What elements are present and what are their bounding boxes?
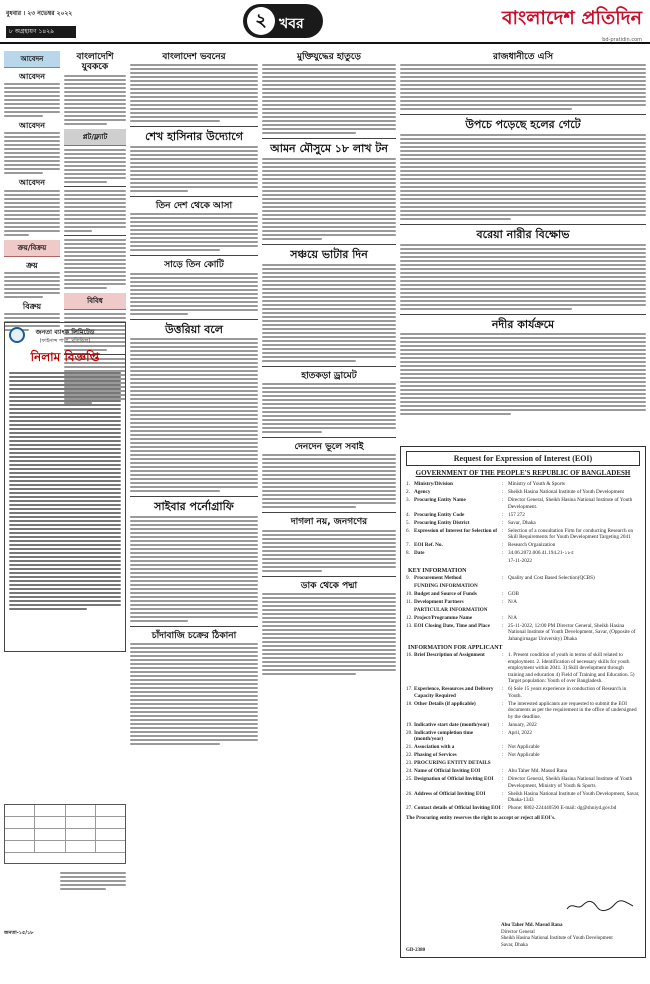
masthead-tagline: bd-pratidin.com bbox=[602, 37, 642, 43]
article-headline: দেনদেন ভূলে সবাই bbox=[294, 441, 364, 452]
eoi-title: Request for Expression of Interest (EOI) bbox=[406, 451, 640, 466]
article-headline: সঞ্চয়ে ভাটার দিন bbox=[290, 247, 368, 261]
eoi-row: 17. Experience, Resources and Delivery Capacity Required : 6) Sole 15 years experience in conduction of Research in Youth. bbox=[406, 686, 627, 699]
eoi-row: 10. Budget and Source of Funds : GOB bbox=[406, 590, 519, 597]
article-body bbox=[262, 264, 396, 362]
classified-head: আবেদন bbox=[19, 72, 45, 81]
notice-title: নিলাম বিজ্ঞপ্তি bbox=[30, 350, 100, 364]
signature-icon bbox=[565, 899, 635, 913]
eoi-row: 18. Other Details (if applicable) : The interested applicants are requested to submit the EOI documents as per the requirement in the office of undersigned by the deadline. bbox=[406, 700, 637, 720]
article-headline: সাইবার পর্নোগ্রাফি bbox=[154, 500, 234, 514]
eoi-government: GOVERNMENT OF THE PEOPLE'S REPUBLIC OF BANGLADESH bbox=[415, 469, 631, 477]
eoi-row: 4. Procuring Entity Code : 157 272 bbox=[406, 511, 525, 518]
eoi-row: 6. Expression of Interest for Selection of : Selection of a consultation Firm for conducting Research on Skill Requirements for Youth Development Targeting 2041 bbox=[406, 527, 634, 540]
article-body bbox=[130, 338, 258, 492]
masthead-title: বাংলাদেশ প্রতিদিন bbox=[501, 7, 642, 29]
article-headline: বাংলাদেশ ভবনের bbox=[162, 52, 226, 62]
article-headline: চাঁদাবাজি চক্রের ঠিকানা bbox=[151, 630, 237, 641]
classified-text bbox=[4, 132, 60, 174]
article-body bbox=[262, 454, 396, 508]
article-body bbox=[400, 64, 646, 110]
classified-text bbox=[64, 149, 126, 289]
article-body bbox=[130, 213, 258, 251]
eoi-row: 12. Project/Programme Name : N/A bbox=[406, 614, 517, 621]
eoi-row: 5. Procuring Entity District : Savar, Dhaka bbox=[406, 519, 536, 526]
news-column-4 bbox=[262, 48, 396, 958]
eoi-row: 21. Association with a : Not Applicable bbox=[406, 744, 540, 750]
eoi-row: 3. Procuring Entity Name : Director General, Sheikh Hasina National Institute of Youth Development. bbox=[406, 497, 633, 510]
article-headline: রাজধানীতে এসি bbox=[492, 52, 554, 62]
eoi-row: 8. Date : 34.06.2072.006.41.194.21-১৮৫ bbox=[406, 550, 575, 556]
article-body bbox=[262, 383, 396, 433]
eoi-row: 17-11-2022 bbox=[508, 558, 533, 564]
article-body bbox=[130, 643, 258, 745]
page-section-badge bbox=[243, 4, 323, 38]
article-headline: উপচে পড়েছে হলের গেটে bbox=[465, 118, 581, 132]
article-headline: উত্তরিয়া বলে bbox=[165, 322, 223, 336]
article-headline: বরেয়া নারীর বিক্ষোভ bbox=[476, 227, 570, 241]
section-name: খবর bbox=[279, 16, 304, 32]
eoi-row: 9. Procurement Method : Quality and Cost Based Selection(QCBS) bbox=[406, 574, 595, 581]
article-body bbox=[400, 333, 646, 415]
article-body bbox=[400, 134, 646, 220]
news-column-3 bbox=[130, 48, 258, 984]
article-headline: শেখ হাসিনার উদ্যোগে bbox=[145, 130, 243, 144]
classified-head: আবেদন bbox=[19, 121, 45, 131]
issue-date-bangla: ৮ অগ্রহায়ণ ১৪২৯ bbox=[6, 26, 76, 38]
classified-head: বিক্রয় bbox=[22, 301, 42, 311]
section-bar-application: আবেদন bbox=[4, 51, 60, 68]
eoi-row: 7. EOI Ref. No. : Research Organization bbox=[406, 542, 556, 548]
article-headline: বাংলাদেশি যুবককে bbox=[76, 52, 114, 73]
eoi-row: 19. Indicative start date (month/year) : January, 2022 bbox=[406, 721, 537, 728]
classified-text bbox=[4, 272, 60, 298]
eoi-row: 2. Agency : Sheikh Hasina National Institute of Youth Development bbox=[406, 489, 624, 495]
article-body bbox=[400, 244, 646, 310]
section-bar-misc: বিবিধ bbox=[64, 293, 126, 310]
eoi-row: 13. EOI Closing Date, Time and Place : 25-11-2022, 12:00 PM Director General, Sheikh Hasina National Institute of Youth Development, Savar, (Opposite of Jahangirnagar University) Dhaka bbox=[406, 622, 636, 642]
eoi-officer-block: Abu Taher Md. Masud Rana Director General Sheikh Hasina National Institute of Youth Development Savar, Dhaka bbox=[501, 923, 613, 948]
eoi-row: 1. Ministry/Division : Ministry of Youth & Sports bbox=[406, 481, 565, 487]
eoi-row: 11. Development Partners : N/A bbox=[406, 598, 517, 605]
article-body bbox=[130, 146, 258, 192]
article-headline: নদীর কার্যক্রমে bbox=[491, 317, 555, 331]
article-body bbox=[130, 273, 258, 315]
news-column-5 bbox=[400, 48, 646, 448]
eoi-advertisement bbox=[400, 446, 646, 958]
eoi-row: 26. Address of Official Inviting EOI : Sheikh Hasina National Institute of Youth Development, Savar, Dhaka-1343 bbox=[406, 790, 640, 803]
issue-date: বুধবার । ২৩ নভেম্বর ২০২২ bbox=[6, 10, 73, 17]
notice-body bbox=[5, 372, 125, 610]
eoi-row: 24. Name of Official Inviting EOI : Abu Taher Md. Masud Rana bbox=[406, 768, 568, 774]
property-schedule-table bbox=[4, 804, 126, 864]
notice-ref-code: জনতা-১৫/১৮ bbox=[4, 930, 34, 936]
notice-signature-block bbox=[60, 872, 126, 892]
newspaper-masthead bbox=[492, 4, 642, 43]
eoi-row: 23. PROCURING ENTITY DETAILS bbox=[406, 760, 491, 766]
article-headline: সাড়ে তিন কোটি bbox=[164, 260, 224, 271]
article-headline: মুক্তিযুদ্ধের হাতুড়ে bbox=[297, 52, 361, 62]
article-headline: দাগলা নয়, জনগণের bbox=[290, 517, 368, 528]
article-body bbox=[262, 158, 396, 240]
classified-text bbox=[4, 190, 60, 236]
eoi-row: 20. Indicative completion time (month/year) : April, 2022 bbox=[406, 729, 532, 742]
eoi-key-info-heading: KEY INFORMATION bbox=[408, 567, 467, 574]
page-header bbox=[0, 0, 650, 44]
eoi-row: 16. Brief Description of Assignment : 1. Present condition of youth in terms of skill related to employment. 2. Identification of necessary skills for youth employment within 2041. 3) Skill development through training and education 4) Field of Training and Education. 5) Target population: Youth of over Bangladesh. bbox=[406, 652, 635, 684]
article-headline: হাতকড়া ড্রামেট bbox=[301, 370, 357, 381]
bank-logo-icon bbox=[9, 327, 25, 343]
notice-organization: জনতা ব্যাংক লিমিটেড bbox=[35, 328, 95, 336]
article-headline: ডাক থেকে পদ্মা bbox=[300, 580, 358, 591]
article-body bbox=[130, 64, 258, 122]
article-body bbox=[262, 593, 396, 675]
classified-head: ক্রয় bbox=[26, 260, 38, 270]
article-body bbox=[64, 75, 126, 125]
article-body bbox=[262, 64, 396, 134]
section-bar-buy-sell: ক্রয়/বিক্রয় bbox=[4, 240, 60, 257]
article-body bbox=[262, 530, 396, 572]
section-bar-plot-flat: প্লট/ফ্ল্যাট bbox=[64, 129, 126, 146]
classified-head: আবেদন bbox=[19, 178, 45, 188]
classified-text bbox=[4, 83, 60, 117]
notice-branch: (ফাইনান্স শাখা, মতিঝিল) bbox=[39, 338, 91, 344]
eoi-row: PARTICULAR INFORMATION bbox=[414, 606, 488, 613]
page-number: ২ bbox=[247, 7, 275, 35]
eoi-row: 25. Designation of Official Inviting EOI : Director General, Sheikh Hasina National Institute of Youth Development, Ministry of Youth & Sports bbox=[406, 776, 633, 789]
eoi-row: 27. Contact details of Official Inviting EOI : Phone: 8802-224440590 E-mail: dg@shniyd.gov.bd bbox=[406, 805, 617, 811]
eoi-applicant-heading: INFORMATION FOR APPLICANT bbox=[408, 645, 503, 651]
article-headline: তিন দেশ থেকে আসা bbox=[155, 200, 233, 211]
eoi-reserve-note: The Procuring entity reserves the right to accept or reject all EOI's. bbox=[406, 814, 556, 821]
auction-notice bbox=[4, 322, 126, 652]
eoi-row: 22. Phasing of Services : Not Applicable bbox=[406, 752, 540, 758]
article-body bbox=[130, 516, 258, 622]
article-headline: আমন মৌসুমে ১৮ লাখ টন bbox=[270, 142, 388, 156]
eoi-ref-code: GD-2380 bbox=[406, 948, 426, 953]
eoi-row: FUNDING INFORMATION bbox=[414, 582, 478, 589]
